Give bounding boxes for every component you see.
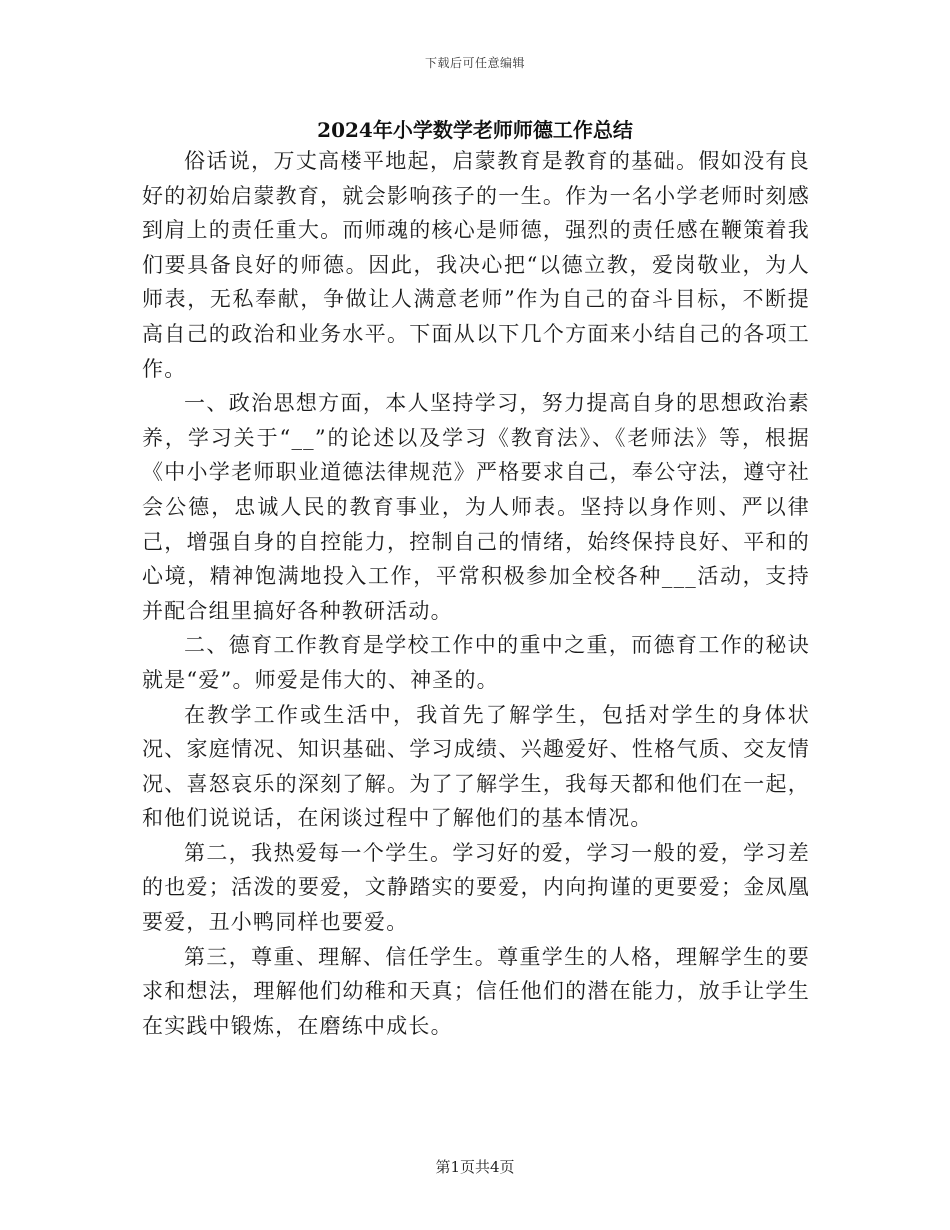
page-number: 第1页共4页 [435,1158,515,1176]
paragraph-moral-education: 二、德育工作教育是学校工作中的重中之重，而德育工作的秘诀就是“爱”。师爱是伟大的、神圣的。 [142,633,810,692]
document-body [142,144,810,1043]
document-title: 2024年小学数学老师师德工作总结 [317,118,633,142]
paragraph-political: 一、政治思想方面，本人坚持学习，努力提高自身的思想政治素养，学习关于“__”的论述以及学习《教育法》、《老师法》等，根据《中小学老师职业道德法律规范》严格要求自己，奉公守法，遵守社会公德，忠诚人民的教育事业，为人师表。坚持以身作则、严以律己，增强自身的自控能力，控制自己的情绪，始终保持良好、平和的心境，精神饱满地投入工作，平常积极参加全校各种___活动，支持并配合组里搞好各种教研活动。 [142,391,810,623]
paragraph-understand-students: 在教学工作或生活中，我首先了解学生，包括对学生的身体状况、家庭情况、知识基础、学习成绩、兴趣爱好、性格气质、交友情况、喜怒哀乐的深刻了解。为了了解学生，我每天都和他们在一起，和他们说说话，在闲谈过程中了解他们的基本情况。 [142,702,810,831]
paragraph-respect-students: 第三，尊重、理解、信任学生。尊重学生的人格，理解学生的要求和想法，理解他们幼稚和天真；信任他们的潜在能力，放手让学生在实践中锻炼，在磨练中成长。 [142,944,810,1038]
header-note: 下载后可任意编辑 [424,56,525,70]
paragraph-intro: 俗话说，万丈高楼平地起，启蒙教育是教育的基础。假如没有良好的初始启蒙教育，就会影响孩子的一生。作为一名小学老师时刻感到肩上的责任重大。而师魂的核心是师德，强烈的责任感在鞭策着我们要具备良好的师德。因此，我决心把“以德立教，爱岗敬业，为人师表，无私奉献，争做让人满意老师”作为自己的奋斗目标，不断提高自己的政治和业务水平。下面从以下几个方面来小结自己的各项工作。 [142,149,810,381]
paragraph-love-students: 第二，我热爱每一个学生。学习好的爱，学习一般的爱，学习差的也爱；活泼的要爱，文静踏实的要爱，内向拘谨的更要爱；金凤凰要爱，丑小鸭同样也要爱。 [142,840,810,935]
